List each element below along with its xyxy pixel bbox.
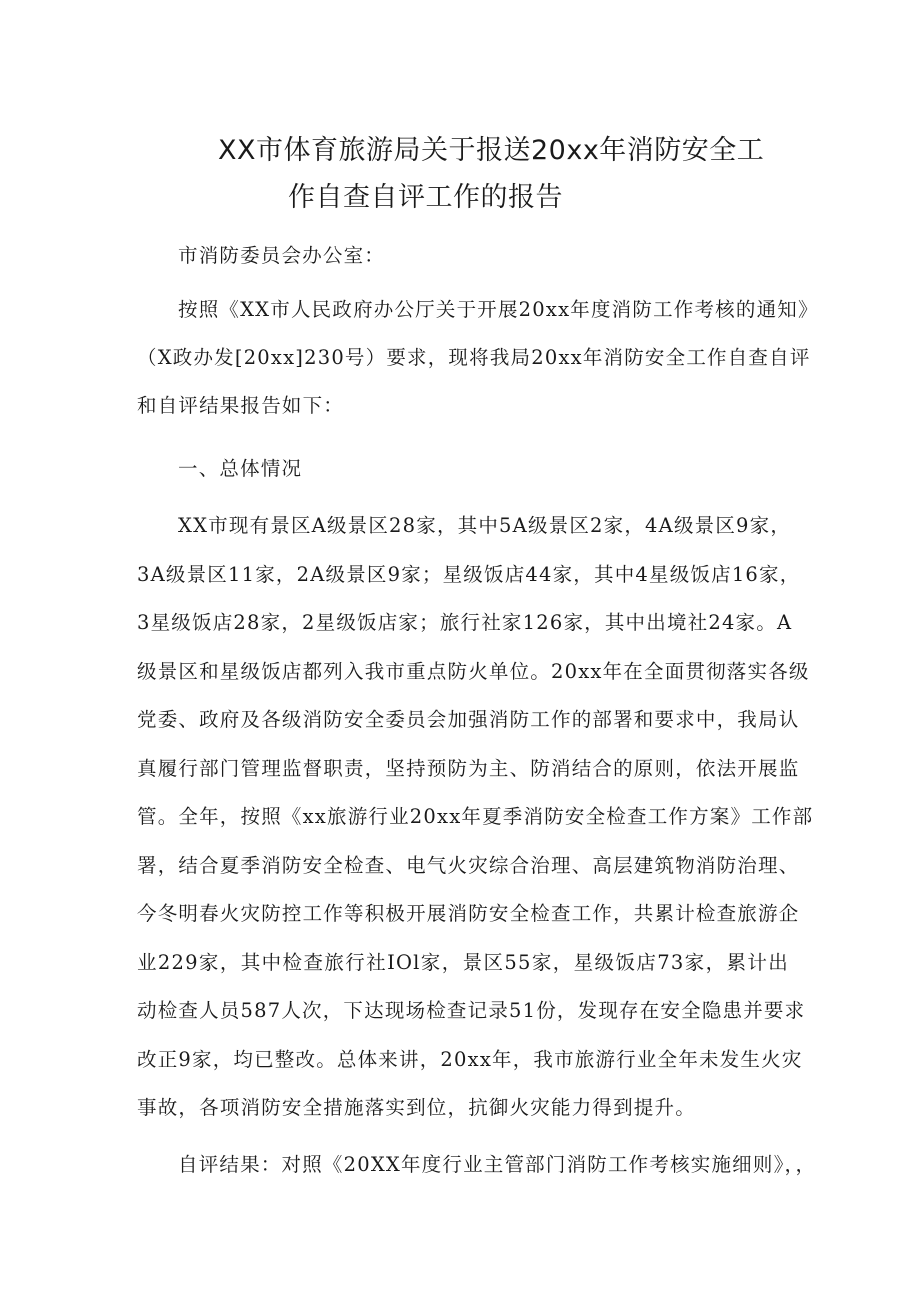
- paragraph-2-line-13: 事故，各项消防安全措施落实到位，抗御火灾能力得到提升。: [137, 1096, 696, 1119]
- addressee: 市消防委员会办公室：: [178, 244, 386, 267]
- paragraph-2-line-11: 动检查人员587人次，下达现场检查记录51份，发现存在安全隐患并要求: [137, 999, 806, 1022]
- paragraph-2-line-7: 管。全年，按照《xx旅游行业20xx年夏季消防安全检查工作方案》工作部: [137, 805, 814, 828]
- section-heading-1: 一、总体情况: [178, 457, 303, 480]
- paragraph-2-line-5: 党委、政府及各级消防安全委员会加强消防工作的部署和要求中，我局认: [137, 708, 800, 731]
- paragraph-1-line-1: 按照《XX市人民政府办公厅关于开展20xx年度消防工作考核的通知》: [178, 298, 819, 321]
- paragraph-1-line-3: 和自评结果报告如下：: [137, 394, 345, 417]
- paragraph-2-line-2: 3A级景区11家，2A级景区9家；星级饭店44家，其中4星级饭店16家，: [137, 563, 801, 586]
- paragraph-1-line-2: （X政办发[20xx]230号）要求，现将我局20xx年消防安全工作自查自评: [137, 346, 811, 369]
- paragraph-2-line-8: 署，结合夏季消防安全检查、电气火灾综合治理、高层建筑物消防治理、: [137, 854, 800, 877]
- document-title-line-1: XX市体育旅游局关于报送20xx年消防安全工: [218, 135, 765, 166]
- paragraph-2-line-6: 真履行部门管理监督职责，坚持预防为主、防消结合的原则，依法开展监: [137, 757, 800, 780]
- paragraph-3-line-1: 自评结果：对照《20XX年度行业主管部门消防工作考核实施细则》，，: [178, 1153, 817, 1176]
- paragraph-2-line-9: 今冬明春火灾防控工作等积极开展消防安全检查工作，共累计检查旅游企: [137, 902, 800, 925]
- paragraph-2-line-10: 业229家，其中检查旅行社IOl家，景区55家，星级饭店73家，累计出: [137, 951, 789, 974]
- document-title-line-2: 作自查自评工作的报告: [288, 182, 563, 213]
- paragraph-2-line-3: 3星级饭店28家，2星级饭店家；旅行社家126家，其中出境社24家。A: [137, 611, 793, 634]
- paragraph-2-line-12: 改正9家，均已整改。总体来讲，20xx年，我市旅游行业全年未发生火灾: [137, 1048, 803, 1071]
- paragraph-2-line-1: XX市现有景区A级景区28家，其中5A级景区2家，4A级景区9家，: [178, 514, 792, 537]
- paragraph-2-line-4: 级景区和星级饭店都列入我市重点防火单位。20xx年在全面贯彻落实各级: [137, 660, 810, 683]
